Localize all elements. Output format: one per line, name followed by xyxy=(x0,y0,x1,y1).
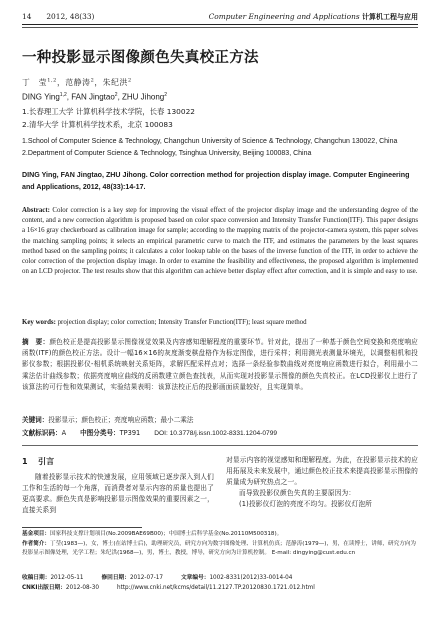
section-heading xyxy=(22,455,214,468)
keywords-en xyxy=(22,318,418,328)
cnki-label: CNKI出版日期： xyxy=(22,585,66,591)
journal-name-cn: 计算机工程与应用 xyxy=(362,13,418,21)
journal-name-en: Computer Engineering and Applications xyxy=(208,12,360,21)
clc-code: TP391 xyxy=(119,429,141,437)
bio-text: 丁莹(1983—)，女，博士(在站博士后)，助理研究员，研究方向为数字图像处理、计算机仿真；范静涛(1979—)，男，在读博士，讲师，研究方向为投影显示图像处理，光学工程；朱纪洪(1968—)，男，博士，教授，博导，研究方向为计算机控制。 xyxy=(22,541,416,556)
keywords-cn-text: 投影显示；颜色校正；亮度响应函数；最小二乘法 xyxy=(48,416,194,424)
author-en-1-sup: 1,2 xyxy=(59,92,67,98)
keywords-cn-label: 关键词： xyxy=(22,416,49,424)
section-number: 1 xyxy=(22,457,28,466)
footnote-dates xyxy=(22,574,418,583)
intro-paragraph-left: 随着投影显示技术的快速发展，应用领域已逐步深入到人们工作和生活的每一个角落，而消费者对显示内容的质量也提出了更高要求。颜色失真是影响投影显示图像效果的重要因素之一，直接关系到 xyxy=(22,473,214,515)
citation: DING Ying, FAN Jingtao, ZHU Jihong. Color correction method for projection display image. Computer Engineering and Applications, 2012, 48(33):14-17. xyxy=(22,171,410,191)
author-en-2: FAN Jingtao xyxy=(71,92,115,102)
keywords-en-text: projection display; color correction; Intensity Transfer Function(ITF); least square method xyxy=(57,319,307,326)
author-email: E-mail: dingying@cust.edu.cn xyxy=(271,549,356,556)
journal-name xyxy=(209,10,418,23)
affiliation-en-1: 1.School of Computer Science & Technology, Changchun University of Science & Technology, Changchun 130022, China xyxy=(22,138,398,145)
footnote-cnki xyxy=(22,584,418,593)
author-en-3-sup: 2 xyxy=(164,92,168,98)
bio-label: 作者简介： xyxy=(22,541,50,547)
issue-info: 2012, 48(33) xyxy=(46,12,95,21)
keywords-cn xyxy=(22,415,418,426)
footnote-rule xyxy=(22,527,142,528)
keywords-en-label: Key words: xyxy=(22,319,56,326)
abstract-en-label: Abstract: xyxy=(22,207,50,214)
article-no: 1002-8331(2012)33-0014-04 xyxy=(209,575,293,581)
author-cn-2: 范静涛 xyxy=(65,78,91,87)
authors-en: DING Ying$^{1,2}$, FAN Jingtao$^2$, ZHU Jihong$^2$ xyxy=(22,92,168,102)
received-label: 收稿日期： xyxy=(22,575,51,581)
revised-date: 2012-07-17 xyxy=(129,575,163,581)
meta-line xyxy=(22,428,418,439)
author-en-3: ZHU Jihong xyxy=(122,92,165,102)
footnote-fund xyxy=(22,530,418,539)
intro-paragraph-right: 对显示内容的视觉感知和理解程度。为此，在投影显示技术的应用拓展及未来发展中，通过颜色校正技术来提高投影显示图像的质量成为研究热点之一。 xyxy=(226,456,418,487)
clc-label: 中图分类号： xyxy=(80,429,120,437)
header-rule-thin xyxy=(22,27,418,28)
abstract-cn xyxy=(22,337,418,393)
body-column-left xyxy=(22,455,214,516)
abstract-en xyxy=(22,206,418,277)
body-rule xyxy=(22,445,418,446)
doc-code-label: 文献标识码： xyxy=(22,429,62,437)
fund-text: 国家科技支撑计划项目(No.2009BAE69B00)；中国博士后科学基金(No.20110M500318)。 xyxy=(49,531,283,537)
intro-paragraph-right-3: (1)投影仪灯泡的亮度不均匀。投影仪灯泡所 xyxy=(239,500,372,509)
section-title: 引言 xyxy=(38,457,55,466)
footnote-bio xyxy=(22,540,418,557)
author-cn-1: 丁 莹 xyxy=(22,78,48,87)
author-cn-1-sup: 1,2 xyxy=(47,77,57,84)
doc-code: A xyxy=(61,429,67,437)
running-head xyxy=(22,10,418,23)
affiliation-en-2: 2.Department of Computer Science & Technology, Tsinghua University, Beijing 100083, China xyxy=(22,150,312,157)
intro-paragraph-right-2: 而导致投影仪颜色失真的主要原因为： xyxy=(239,489,356,498)
paper-title: 一种投影显示图像颜色失真校正方法 xyxy=(22,50,259,66)
fund-label: 基金项目： xyxy=(22,531,50,537)
cnki-date: 2012-08-30 xyxy=(65,585,99,591)
abstract-cn-text: 颜色校正是提高投影显示图像视觉效果及内容感知理解程度的重要环节。针对此，提出了一种基于颜色空间变换和亮度响应函数(ITF)的颜色校正方法。设计一幅16×16的灰度渐变棋盘格作为标定图像，进行采样；利用测光表测量环境光，以调整相机和投影仪参数；根据投影仪-相机系统映射关系矩阵，求解匹配采样点对；选择一条经验参数曲线对亮度响应函数进行拟合，利用最小二乘法估计曲线参数；依据亮度响应曲线的反函数建立颜色查找表，从而实现对投影显示图像的颜色失真校正。在LCD投影仪上进行了该算法的可行性和效果测试，实验结果表明：该算法校正后的投影画面质量较好，且实现简单。 xyxy=(22,338,418,391)
article-no-label: 文章编号： xyxy=(181,575,210,581)
header-rule xyxy=(22,24,418,25)
affiliation-cn-1: 1.长春理工大学 计算机科学技术学院，长春 130022 xyxy=(22,107,195,116)
doi: DOI: 10.3778/j.issn.1002-8331.1204-0799 xyxy=(154,430,278,437)
page-number: 14 xyxy=(22,12,32,21)
received-date: 2012-05-11 xyxy=(50,575,84,581)
author-cn-3-sup: 2 xyxy=(127,77,132,84)
abstract-cn-label: 摘 要： xyxy=(22,338,50,346)
author-cn-3: 朱纪洪 xyxy=(102,78,128,87)
author-cn-2-sup: 2 xyxy=(90,77,95,84)
author-en-2-sup: 2 xyxy=(114,92,118,98)
author-en-1: DING Ying xyxy=(22,92,60,102)
affiliation-cn-2: 2.清华大学 计算机科学技术系，北京 100083 xyxy=(22,120,173,129)
body-column-right xyxy=(226,455,418,510)
authors-cn: 丁 莹$^{1,2}$，范静涛$^2$，朱纪洪$^2$ xyxy=(22,77,132,87)
cnki-url: http://www.cnki.net/kcms/detail/11.2127.TP.20120830.1721.012.html xyxy=(116,585,315,591)
revised-label: 修回日期： xyxy=(101,575,130,581)
abstract-en-text: Color correction is a key step for improving the visual effect of the projector display image and the understanding degree of the content, and a new correction algorithm is proposed based on color space conversion and Intensity Transfer Function(ITF). This paper designs a 16×16 gray checkerboard as calibration image for sample; according to the mapping matrix of the projector-camera system, this paper solves the matching sampling points; it selects an empirical parametric curve to match the ITF, and estimates the parameters by the least squares method based on the sampling points; it calculates a color lookup table on the bases of the inverse function of the ITF, in order to achieve the color correction of the projection display image. In order to examine the feasibility and effectiveness, the proposed algorithm is implemented on an LCD projector. The test results show that this algorithm can achieve better display effect after correction, and it is simple and easy to use. xyxy=(22,207,418,276)
